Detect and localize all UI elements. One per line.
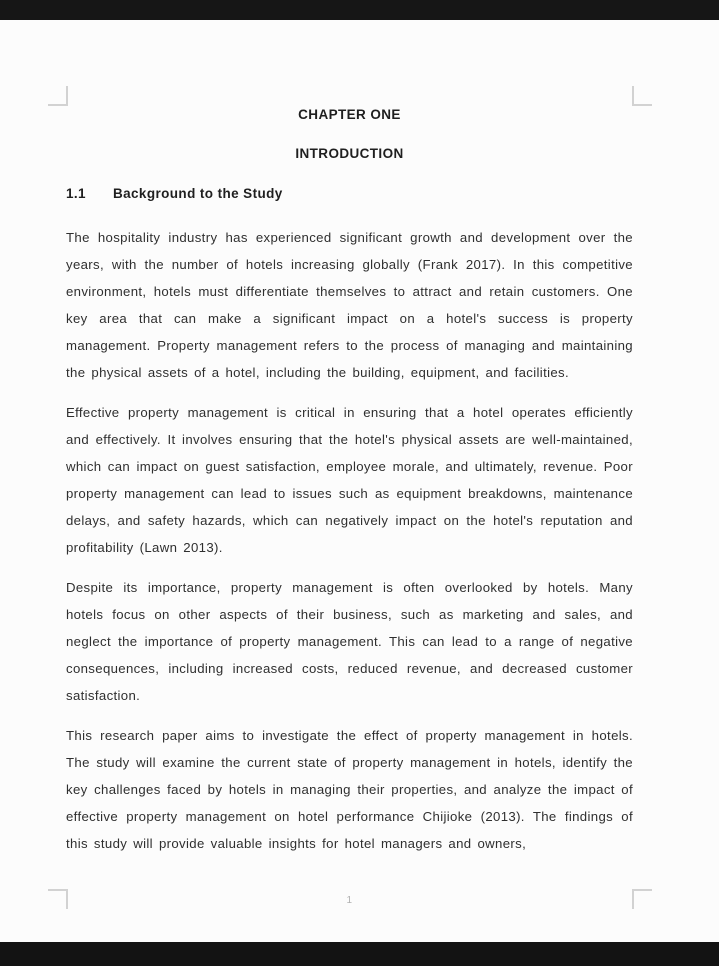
- margin-mark-bottom-right-icon: [632, 889, 652, 909]
- body-paragraph-1: The hospitality industry has experienced significant growth and development over the years, with the number of hotels increasing globally (Frank 2017). In this competitive environment, hotels must differentiate themselves to attract and retain customers. One key area that can make a significant impact on a hotel's success is property management. Property management refers to the process of managing and maintaining the physical assets of a hotel, including the building, equipment, and facilities.: [66, 230, 633, 380]
- body-paragraph-3: Despite its importance, property management is often overlooked by hotels. Many hotels focus on other aspects of their business, such as marketing and sales, and neglect the importance of property management. This can lead to a range of negative consequences, including increased costs, reduced revenue, and decreased customer satisfaction.: [66, 580, 633, 703]
- margin-mark-top-right-icon: [632, 86, 652, 106]
- introduction-heading: INTRODUCTION: [295, 146, 404, 161]
- section-heading: [66, 185, 633, 202]
- margin-mark-bottom-left-icon: [48, 889, 68, 909]
- chapter-heading: CHAPTER ONE: [298, 107, 401, 122]
- top-letterbox-bar: [0, 0, 719, 20]
- section-number: 1.1: [66, 186, 86, 201]
- page-number: 1: [346, 895, 353, 906]
- body-paragraph-4: This research paper aims to investigate the effect of property management in hotels. The study will examine the current state of property management in hotels, identify the key challenges faced by hotels in managing their properties, and analyze the impact of effective property management on hotel performance Chijioke (2013). The findings of this study will provide valuable insights for hotel managers and owners,: [66, 728, 633, 851]
- body-paragraph-2: Effective property management is critical in ensuring that a hotel operates efficiently and effectively. It involves ensuring that the hotel's physical assets are well-maintained, which can impact on guest satisfaction, employee morale, and ultimately, revenue. Poor property management can lead to issues such as equipment breakdowns, maintenance delays, and safety hazards, which can negatively impact on the hotel's reputation and profitability (Lawn 2013).: [66, 405, 633, 555]
- page-content: [66, 20, 633, 870]
- document-page: [0, 20, 719, 942]
- bottom-letterbox-bar: [0, 942, 719, 966]
- section-title: Background to the Study: [112, 186, 283, 201]
- margin-mark-top-left-icon: [48, 86, 68, 106]
